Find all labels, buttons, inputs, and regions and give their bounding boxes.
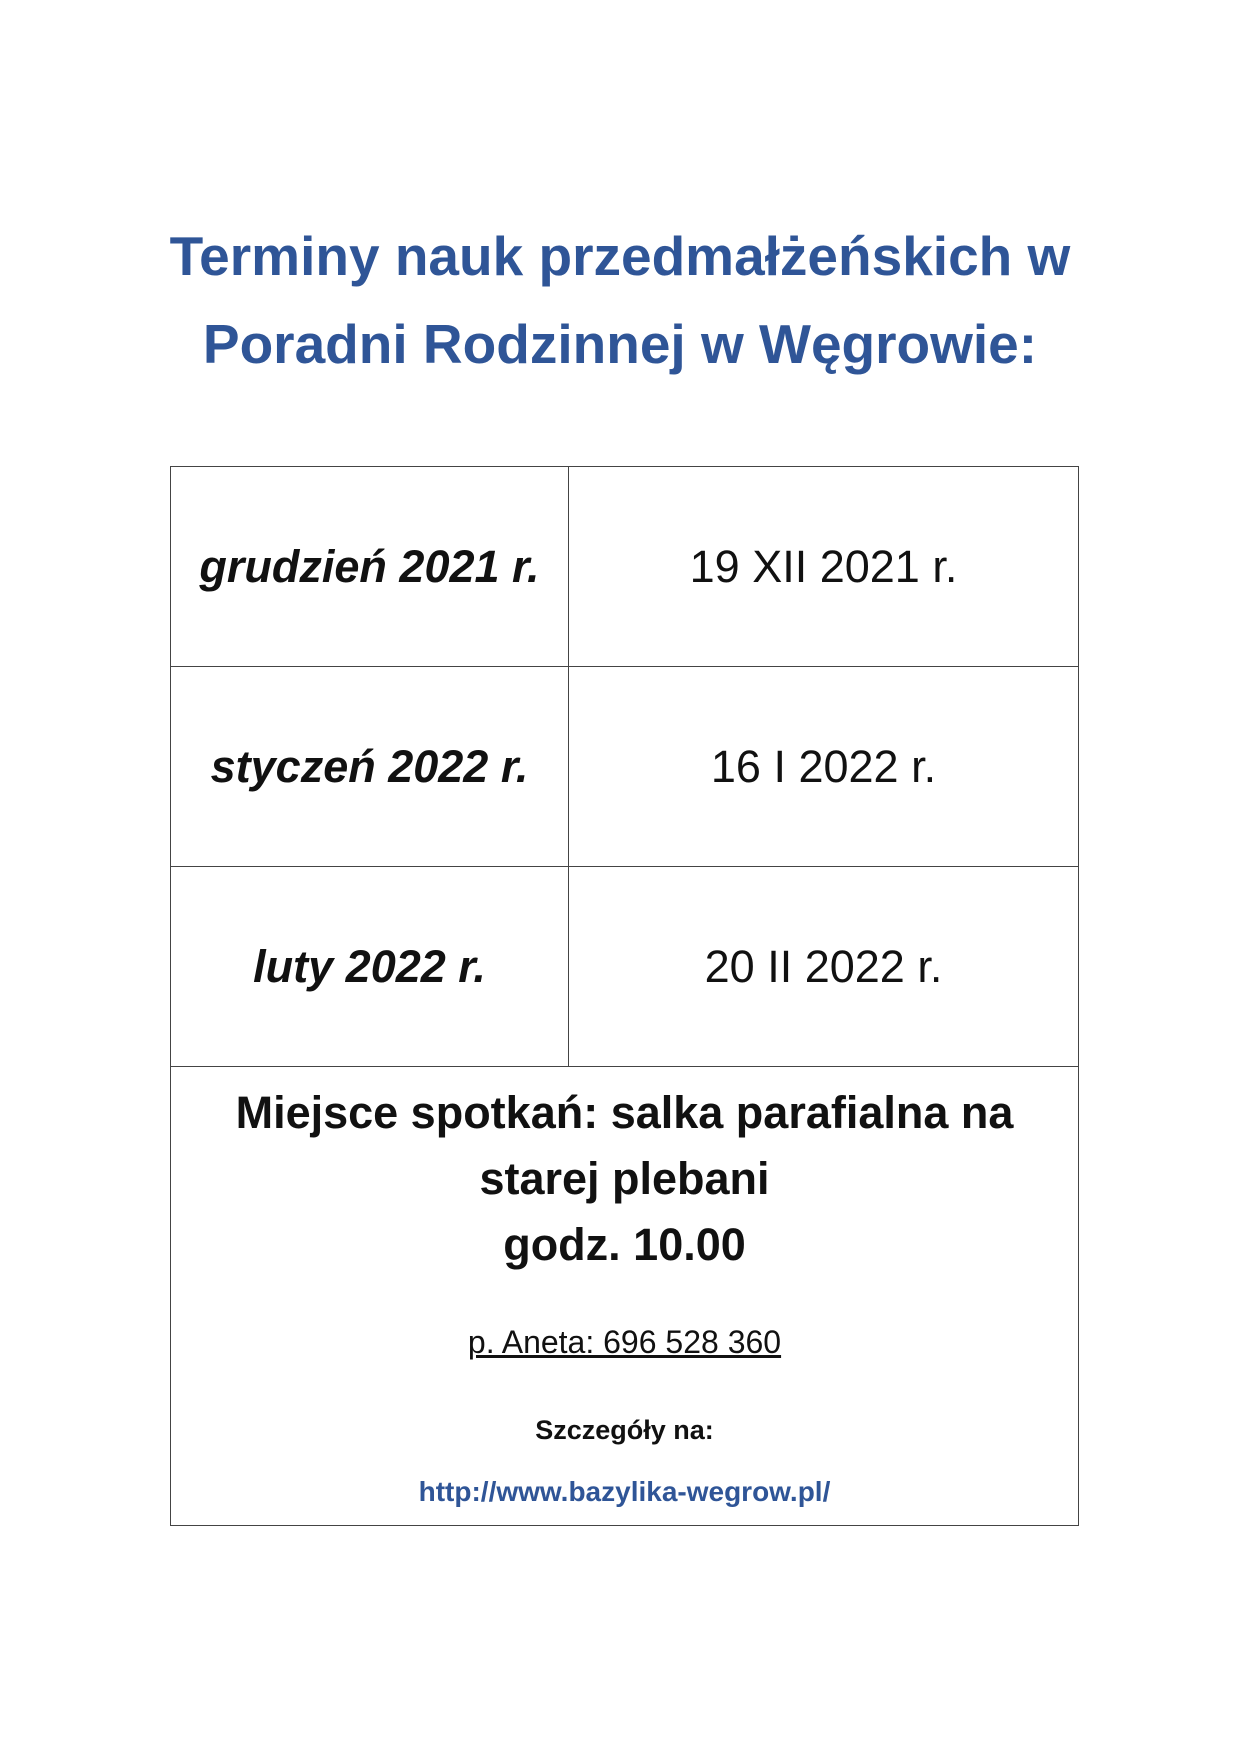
table-row: [171, 867, 1079, 1067]
date-cell: [569, 867, 1079, 1067]
schedule-table: [170, 466, 1079, 1526]
info-cell: [171, 1067, 1079, 1526]
title-line-1: Terminy nauk przedmałżeńskich w: [169, 225, 1071, 287]
meeting-time: godz. 10.00: [503, 1219, 746, 1270]
table-row: [171, 467, 1079, 667]
contact-phone: p. Aneta: 696 528 360: [467, 1324, 782, 1360]
date-value: 19 XII 2021 r.: [689, 540, 958, 592]
date-value: 16 I 2022 r.: [710, 740, 937, 792]
month-label: luty 2022 r.: [253, 940, 486, 992]
place-line-2: starej plebani: [479, 1153, 770, 1204]
page-title: [0, 212, 1240, 388]
table-row: [171, 667, 1079, 867]
date-cell: [569, 667, 1079, 867]
month-cell: [171, 467, 569, 667]
meeting-place: [171, 1080, 1078, 1278]
date-value: 20 II 2022 r.: [704, 940, 943, 992]
title-line-2: Poradni Rodzinnej w Węgrowie:: [202, 313, 1038, 375]
month-cell: [171, 867, 569, 1067]
month-cell: [171, 667, 569, 867]
info-row: [171, 1067, 1079, 1526]
month-label: grudzień 2021 r.: [199, 540, 540, 592]
place-line-1: Miejsce spotkań: salka parafialna na: [235, 1087, 1014, 1138]
website-link[interactable]: http://www.bazylika-wegrow.pl/: [418, 1476, 831, 1507]
month-label: styczeń 2022 r.: [210, 740, 529, 792]
date-cell: [569, 467, 1079, 667]
details-label: Szczegóły na:: [535, 1415, 714, 1445]
